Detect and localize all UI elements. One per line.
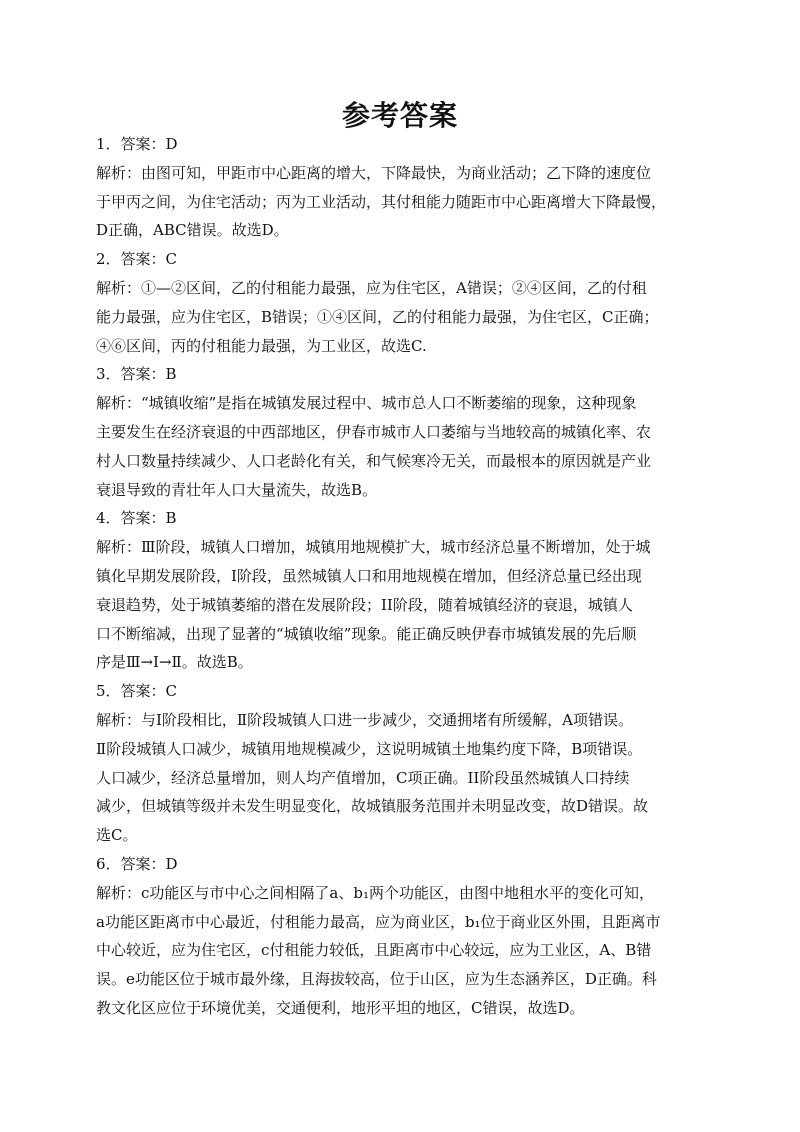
answer-item [96,504,706,677]
answer-number: 6．答案：D [96,854,178,873]
answer-number: 2．答案：C [96,250,178,269]
explanation-line: 解析：Ⅲ阶段，城镇人口增加，城镇用地规模扩大，城市经济总量不断增加，处于城 [96,538,651,557]
answer-explanation [96,879,706,1023]
explanation-line: ④⑥区间，丙的付租能力最强，为工业区，故选C. [96,336,427,355]
explanation-line: 序是Ⅲ→Ⅰ→Ⅱ。故选B。 [96,653,253,672]
explanation-line: 中心较近，应为住宅区，c付租能力较低，且距离市中心较远，应为工业区，A、B错 [96,941,652,960]
explanation-line: Ⅱ阶段城镇人口减少，城镇用地规模减少，这说明城镇土地集约度下降，B项错误。 [96,739,643,758]
answer-number: 3．答案：B [96,365,177,384]
answer-explanation [96,274,706,360]
answer-number: 4．答案：B [96,509,177,528]
explanation-line: 村人口数量持续减少、人口老龄化有关，和气候寒冷无关，而最根本的原因就是产业 [96,451,652,470]
explanation-line: 主要发生在经济衰退的中西部地区，伊春市城市人口萎缩与当地较高的城镇化率、农 [96,422,652,441]
explanation-line: 能力最强，应为住宅区，B错误；①④区间，乙的付租能力最强，为住宅区，C正确； [96,307,659,326]
explanation-line: 衰退导致的青壮年人口大量流失，故选B。 [96,480,378,499]
answer-explanation [96,706,706,850]
explanation-line: 镇化早期发展阶段，Ⅰ阶段，虽然城镇人口和用地规模在增加，但经济总量已经出现 [96,566,642,585]
explanation-line: 解析：与Ⅰ阶段相比，Ⅱ阶段城镇人口进一步减少，交通拥堵有所缓解，A项错误。 [96,710,633,729]
explanation-line: 解析：c功能区与市中心之间相隔了a、b₁两个功能区，由图中地租水平的变化可知， [96,883,654,902]
answer-number: 5．答案：C [96,682,178,701]
explanation-line: 解析：①—②区间，乙的付租能力最强，应为住宅区，A错误；②④区间，乙的付租 [96,278,647,297]
answer-number: 1．答案：D [96,135,178,153]
explanation-line: 减少，但城镇等级并未发生明显变化，故城镇服务范围并未明显改变，故D错误。故 [96,797,649,816]
answer-explanation [96,533,706,677]
explanation-line: 人口减少，经济总量增加，则人均产值增加，C项正确。ⅠⅠ阶段虽然城镇人口持续 [96,768,630,787]
answer-item [96,360,706,504]
answer-item [96,130,706,245]
answer-item [96,245,706,360]
page-title: 参考答案 [341,99,458,132]
answer-explanation [96,389,706,504]
explanation-line: 解析：由图可知，甲距市中心距离的增大，下降最快，为商业活动；乙下降的速度位 [96,163,652,182]
explanation-line: 口不断缩减，出现了显著的“城镇收缩”现象。能正确反映伊春市城镇发展的先后顺 [96,624,637,643]
explanation-line: 解析：“城镇收缩”是指在城镇发展过程中、城市总人口不断萎缩的现象，这种现象 [96,394,637,413]
answer-explanation [96,159,706,245]
answer-list [96,130,706,1023]
explanation-line: a功能区距离市中心最近，付租能力最高，应为商业区，b₁位于商业区外围，且距离市 [96,912,661,931]
explanation-line: 选C。 [96,826,138,845]
explanation-line: 于甲丙之间，为住宅活动；丙为工业活动，其付租能力随距市中心距离增大下降最慢， [96,192,667,211]
answer-item [96,677,706,850]
explanation-line: 教文化区应位于环境优美，交通便利，地形平坦的地区，C错误，故选D。 [96,998,585,1017]
explanation-line: 误。e功能区位于城市最外缘，且海拔较高，位于山区，应为生态涵养区，D正确。科 [96,970,657,989]
answer-item [96,850,706,1023]
explanation-line: 衰退趋势，处于城镇萎缩的潜在发展阶段；ⅠⅠ阶段，随着城镇经济的衰退，城镇人 [96,595,633,614]
explanation-line: D正确，ABC错误。故选D。 [96,221,289,240]
